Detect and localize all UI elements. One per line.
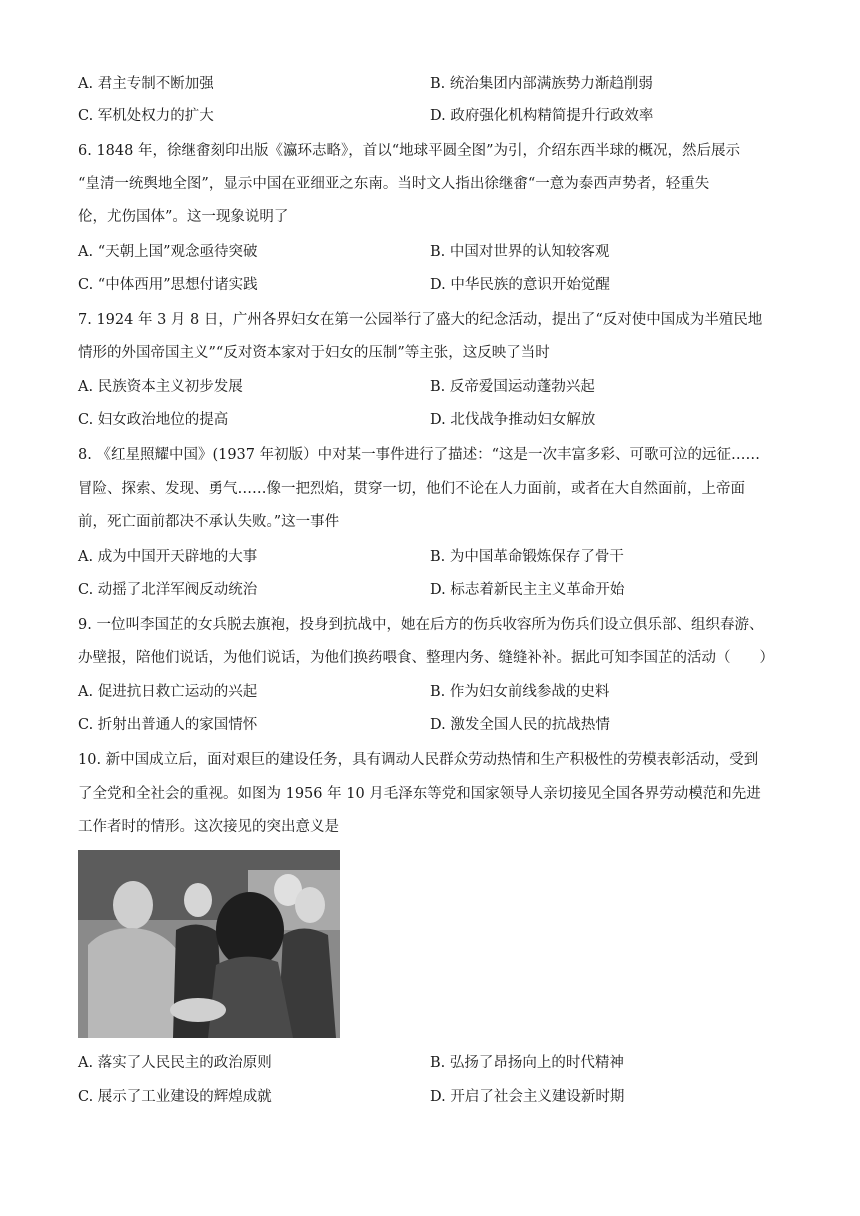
q8-option-a: A. 成为中国开天辟地的大事 bbox=[78, 549, 258, 565]
q9-option-b: B. 作为妇女前线参战的史料 bbox=[430, 684, 610, 700]
photo-illustration bbox=[78, 850, 340, 1038]
q7-option-d: D. 北伐战争推动妇女解放 bbox=[430, 412, 596, 428]
q5-option-c: C. 军机处权力的扩大 bbox=[78, 108, 214, 124]
q8-option-b: B. 为中国革命锻炼保存了骨干 bbox=[430, 549, 624, 565]
q10-stem-line: 了全党和全社会的重视。如图为 1956 年 10 月毛泽东等党和国家领导人亲切接见全国各界劳动模范和先进 bbox=[78, 786, 761, 802]
q8-option-d: D. 标志着新民主主义革命开始 bbox=[430, 582, 625, 598]
q7-option-b: B. 反帝爱国运动蓬勃兴起 bbox=[430, 379, 595, 395]
q6-stem-line: 6. 1848 年，徐继畬刻印出版《瀛环志略》，首以“地球平圆全图”为引，介绍东西半球的概况，然后展示 bbox=[78, 143, 741, 159]
q8-stem-line: 冒险、探索、发现、勇气……像一把烈焰，贯穿一切，他们不论在人力面前，或者在大自然面前，上帝面 bbox=[78, 481, 745, 497]
q5-option-b: B. 统治集团内部满族势力渐趋削弱 bbox=[430, 76, 653, 92]
q7-stem-line: 7. 1924 年 3 月 8 日，广州各界妇女在第一公园举行了盛大的纪念活动，提出了“反对使中国成为半殖民地 bbox=[78, 312, 763, 328]
q9-option-c: C. 折射出普通人的家国情怀 bbox=[78, 717, 258, 733]
q8-stem-line: 8. 《红星照耀中国》(1937 年初版）中对某一事件进行了描述：“这是一次丰富多彩、可歌可泣的远征…… bbox=[78, 447, 761, 463]
q10-option-b: B. 弘扬了昂扬向上的时代精神 bbox=[430, 1055, 624, 1071]
q8-stem-line: 前，死亡面前都决不承认失败。”这一事件 bbox=[78, 514, 340, 530]
q8-option-c: C. 动摇了北洋军阀反动统治 bbox=[78, 582, 258, 598]
q9-option-a: A. 促进抗日救亡运动的兴起 bbox=[78, 684, 258, 700]
q6-stem-line: “皇清一统舆地全图”，显示中国在亚细亚之东南。当时文人指出徐继畬“一意为泰西声势者，轻重失 bbox=[78, 176, 710, 192]
q6-stem-line: 伦，尤伤国体”。这一现象说明了 bbox=[78, 209, 289, 225]
q5-option-d: D. 政府强化机构精简提升行政效率 bbox=[430, 108, 654, 124]
q6-option-d: D. 中华民族的意识开始觉醒 bbox=[430, 277, 610, 293]
q9-stem-line: 办壁报，陪他们说话，为他们说话，为他们换药喂食、整理内务、缝缝补补。据此可知李国芷的活动（ ） bbox=[78, 650, 774, 666]
q6-option-c: C. “中体西用”思想付诸实践 bbox=[78, 277, 258, 293]
q7-option-a: A. 民族资本主义初步发展 bbox=[78, 379, 243, 395]
q10-stem-line: 10. 新中国成立后，面对艰巨的建设任务，具有调动人民群众劳动热情和生产积极性的劳模表彰活动，受到 bbox=[78, 752, 759, 768]
q9-option-d: D. 激发全国人民的抗战热情 bbox=[430, 717, 610, 733]
historical-photo bbox=[78, 850, 340, 1038]
q10-stem-line: 工作者时的情形。这次接见的突出意义是 bbox=[78, 819, 339, 835]
q10-option-c: C. 展示了工业建设的辉煌成就 bbox=[78, 1089, 272, 1105]
q10-option-d: D. 开启了社会主义建设新时期 bbox=[430, 1089, 625, 1105]
q5-option-a: A. 君主专制不断加强 bbox=[78, 76, 214, 92]
q6-option-a: A. “天朝上国”观念亟待突破 bbox=[78, 244, 258, 260]
q7-option-c: C. 妇女政治地位的提高 bbox=[78, 412, 229, 428]
q7-stem-line: 情形的外国帝国主义”“反对资本家对于妇女的压制”等主张，这反映了当时 bbox=[78, 345, 550, 361]
q9-stem-line: 9. 一位叫李国芷的女兵脱去旗袍，投身到抗战中，她在后方的伤兵收容所为伤兵们设立俱乐部、组织春游、 bbox=[78, 617, 764, 633]
q10-option-a: A. 落实了人民民主的政治原则 bbox=[78, 1055, 272, 1071]
q6-option-b: B. 中国对世界的认知较客观 bbox=[430, 244, 610, 260]
